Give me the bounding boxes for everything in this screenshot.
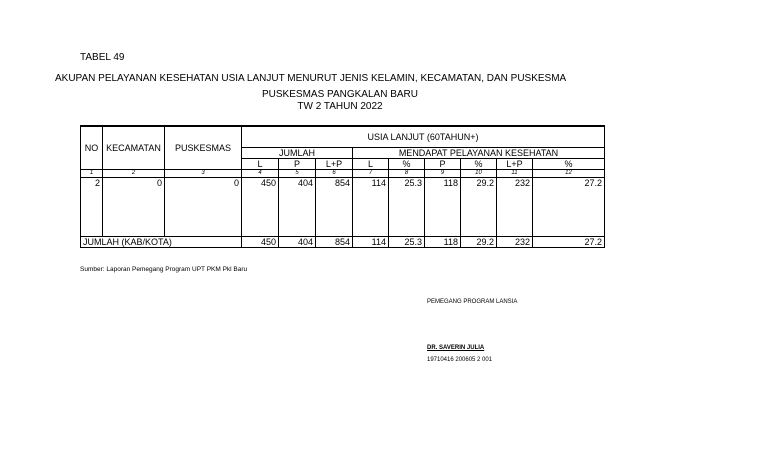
subheader-jumlah-p: P (279, 159, 316, 170)
table-row (81, 178, 605, 237)
header-kecamatan: KECAMATAN (103, 126, 165, 170)
total-jumlah-p: 404 (279, 237, 316, 248)
cell-jumlah-p: 404 (279, 178, 316, 237)
column-number: 5 (279, 170, 316, 178)
subheader-mendapat-p-pct: % (461, 159, 497, 170)
elderly-health-service-table (80, 125, 605, 248)
column-number: 7 (353, 170, 389, 178)
cell-mendapat-l: 114 (353, 178, 389, 237)
header-usia-lanjut: USIA LANJUT (60TAHUN+) (242, 126, 605, 148)
total-jumlah-lp: 854 (316, 237, 353, 248)
report-title: AKUPAN PELAYANAN KESEHATAN USIA LANJUT MENURUT JENIS KELAMIN, KECAMATAN, DAN PUSKESMA (55, 73, 567, 84)
column-number: 9 (425, 170, 461, 178)
signatory-role: PEMEGANG PROGRAM LANSIA (427, 299, 518, 305)
cell-mendapat-lp: 232 (497, 178, 533, 237)
column-number: 12 (533, 170, 605, 178)
column-number: 8 (389, 170, 425, 178)
total-label: JUMLAH (KAB/KOTA) (81, 237, 242, 248)
subheader-jumlah-l: L (242, 159, 279, 170)
header-mendapat-pelayanan: MENDAPAT PELAYANAN KESEHATAN (353, 148, 605, 159)
cell-mendapat-l-pct: 25.3 (389, 178, 425, 237)
total-mendapat-l-pct: 25.3 (389, 237, 425, 248)
column-number: 11 (497, 170, 533, 178)
signatory-nip: 19710416 200605 2 001 (427, 357, 493, 363)
subheader-mendapat-lp: L+P (497, 159, 533, 170)
cell-mendapat-p-pct: 29.2 (461, 178, 497, 237)
header-jumlah: JUMLAH (242, 148, 353, 159)
total-mendapat-p-pct: 29.2 (461, 237, 497, 248)
total-mendapat-l: 114 (353, 237, 389, 248)
cell-kecamatan: 0 (103, 178, 165, 237)
table-label: TABEL 49 (80, 52, 125, 63)
total-mendapat-lp: 232 (497, 237, 533, 248)
subheader-mendapat-p: P (425, 159, 461, 170)
subheader-mendapat-l-pct: % (389, 159, 425, 170)
column-number-row (81, 170, 605, 178)
total-mendapat-lp-pct: 27.2 (533, 237, 605, 248)
cell-mendapat-lp-pct: 27.2 (533, 178, 605, 237)
total-row (81, 237, 605, 248)
column-number: 4 (242, 170, 279, 178)
subheader-mendapat-lp-pct: % (533, 159, 605, 170)
cell-no: 2 (81, 178, 103, 237)
total-jumlah-l: 450 (242, 237, 279, 248)
header-puskesmas: PUSKESMAS (165, 126, 242, 170)
column-number: 1 (81, 170, 103, 178)
column-number: 6 (316, 170, 353, 178)
column-number: 10 (461, 170, 497, 178)
column-number: 2 (103, 170, 165, 178)
subheader-jumlah-lp: L+P (316, 159, 353, 170)
subheader-mendapat-l: L (353, 159, 389, 170)
signatory-name: DR. SAVERIN JULIA (427, 345, 485, 351)
cell-jumlah-l: 450 (242, 178, 279, 237)
column-number: 3 (165, 170, 242, 178)
total-mendapat-p: 118 (425, 237, 461, 248)
cell-mendapat-p: 118 (425, 178, 461, 237)
cell-jumlah-lp: 854 (316, 178, 353, 237)
report-period: TW 2 TAHUN 2022 (297, 101, 383, 112)
cell-puskesmas: 0 (165, 178, 242, 237)
report-subtitle: PUSKESMAS PANGKALAN BARU (262, 89, 418, 100)
header-no: NO (81, 126, 103, 170)
data-source-note: Sumber: Laporan Pemegang Program UPT PKM Pkl Baru (80, 266, 248, 273)
